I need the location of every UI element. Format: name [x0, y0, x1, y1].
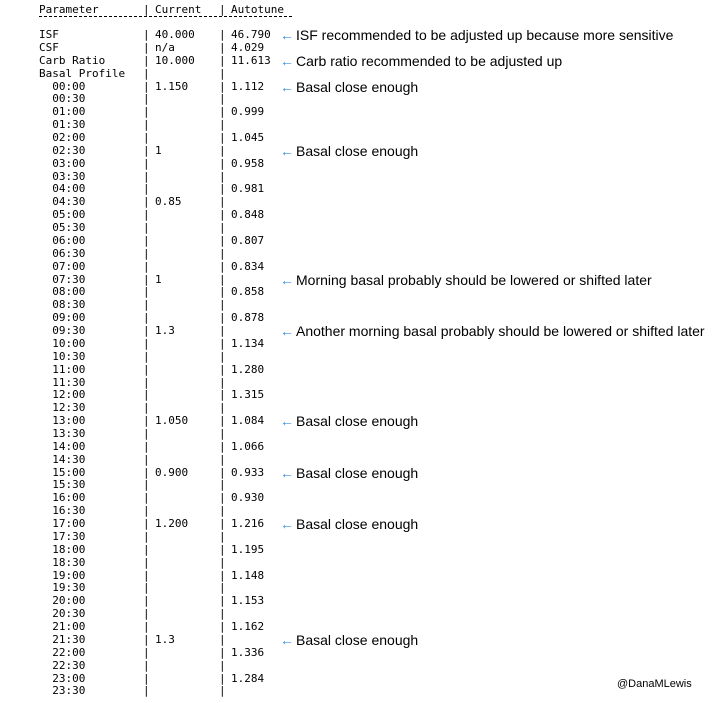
header-separator: |: [219, 3, 226, 16]
row-parameter: 21:00: [39, 620, 86, 633]
arrow-left-icon: ←: [280, 271, 294, 288]
header-parameter: Parameter: [39, 3, 99, 16]
row-autotune: 1.084: [231, 414, 265, 428]
row-parameter: 23:30: [39, 684, 86, 698]
row-autotune: 1.045: [231, 131, 265, 144]
row-separator: |: [219, 555, 226, 569]
row-separator: |: [143, 607, 150, 621]
row-separator: |: [143, 478, 150, 492]
arrow-left-icon: ←: [280, 413, 294, 430]
row-autotune: 46.790: [231, 28, 271, 41]
row-separator: |: [219, 272, 226, 286]
row-autotune: 0.878: [231, 311, 265, 325]
row-autotune: 0.848: [231, 208, 265, 222]
row-separator: |: [143, 272, 150, 286]
row-autotune: 1.066: [231, 439, 265, 453]
row-parameter: ISF: [39, 28, 59, 41]
row-parameter: 16:00: [39, 491, 86, 505]
row-parameter: 12:00: [39, 388, 86, 402]
row-autotune: 1.148: [231, 568, 265, 582]
row-separator: |: [143, 671, 150, 685]
annotation-note: [280, 323, 705, 339]
row-separator: |: [219, 336, 226, 350]
row-parameter: 01:00: [39, 105, 86, 119]
row-separator: |: [143, 105, 150, 119]
row-parameter: 13:00: [39, 414, 86, 428]
row-separator: |: [219, 414, 226, 428]
row-separator: |: [143, 388, 150, 402]
row-separator: |: [219, 581, 226, 595]
row-separator: |: [219, 427, 226, 440]
row-separator: |: [219, 143, 226, 157]
row-autotune: 1.134: [231, 336, 265, 350]
row-parameter: 01:30: [39, 118, 86, 132]
annotation-note: [280, 632, 418, 648]
row-separator: |: [219, 568, 226, 582]
annotation-note: [280, 79, 418, 95]
row-separator: |: [219, 131, 226, 144]
row-autotune: 0.933: [231, 465, 265, 479]
row-separator: |: [219, 246, 226, 260]
row-autotune: 0.930: [231, 491, 265, 505]
annotation-text: Basal close enough: [296, 464, 419, 481]
row-separator: |: [219, 362, 226, 376]
row-parameter: 05:00: [39, 208, 86, 222]
row-parameter: 12:30: [39, 401, 86, 415]
row-separator: |: [143, 452, 150, 466]
row-autotune: 11.613: [231, 53, 271, 67]
row-parameter: 09:00: [39, 311, 86, 325]
row-separator: |: [143, 182, 150, 196]
row-separator: |: [219, 195, 226, 209]
row-separator: |: [143, 632, 150, 646]
row-separator: |: [143, 439, 150, 453]
row-separator: |: [143, 658, 150, 672]
row-separator: |: [143, 66, 150, 80]
row-separator: |: [219, 324, 226, 337]
header-divider: [39, 16, 292, 17]
row-separator: |: [143, 414, 150, 428]
arrow-left-icon: ←: [280, 631, 294, 648]
row-separator: |: [219, 671, 226, 685]
row-separator: |: [143, 259, 150, 273]
row-parameter: 18:00: [39, 542, 86, 556]
row-autotune: 0.981: [231, 182, 265, 196]
row-parameter: 09:30: [39, 324, 86, 337]
header-current: Current: [155, 3, 202, 16]
row-separator: |: [143, 517, 150, 531]
arrow-left-icon: ←: [280, 27, 294, 43]
row-parameter: 07:00: [39, 259, 86, 273]
row-parameter: 03:00: [39, 156, 86, 170]
row-current: 40.000: [155, 28, 195, 41]
row-separator: |: [219, 311, 226, 325]
row-separator: |: [219, 53, 226, 67]
row-separator: |: [143, 555, 150, 569]
row-current: 0.85: [155, 195, 182, 209]
row-autotune: 1.162: [231, 620, 265, 633]
row-separator: |: [219, 156, 226, 170]
row-separator: |: [219, 491, 226, 505]
annotation-text: Basal close enough: [296, 516, 419, 533]
row-parameter: 04:30: [39, 195, 86, 209]
row-parameter: 06:30: [39, 246, 86, 260]
row-parameter: 21:30: [39, 632, 86, 646]
row-separator: |: [143, 195, 150, 209]
annotation-note: [280, 143, 418, 159]
row-parameter: 20:00: [39, 594, 86, 608]
row-separator: |: [143, 349, 150, 363]
row-parameter: 04:00: [39, 182, 86, 196]
row-separator: |: [143, 568, 150, 582]
annotation-text: Basal close enough: [296, 413, 419, 430]
row-autotune: 0.834: [231, 259, 265, 273]
row-separator: |: [143, 53, 150, 67]
row-separator: |: [143, 40, 150, 54]
row-parameter: 10:30: [39, 349, 86, 363]
row-separator: |: [143, 542, 150, 556]
annotation-text: Basal close enough: [296, 142, 419, 159]
row-separator: |: [143, 28, 150, 41]
row-separator: |: [219, 66, 226, 80]
row-parameter: Carb Ratio: [39, 53, 106, 67]
annotation-note: [280, 413, 418, 429]
row-separator: |: [219, 92, 226, 106]
row-parameter: 11:30: [39, 375, 86, 389]
row-parameter: 19:30: [39, 581, 86, 595]
row-separator: |: [143, 504, 150, 518]
row-autotune: 1.284: [231, 671, 265, 685]
row-separator: |: [143, 529, 150, 543]
row-separator: |: [143, 620, 150, 633]
annotation-note: [280, 53, 562, 69]
row-separator: |: [219, 607, 226, 621]
row-parameter: 15:30: [39, 478, 86, 492]
row-current: n/a: [155, 40, 175, 54]
annotation-text: Carb ratio recommended to be adjusted up: [296, 52, 563, 69]
row-parameter: 07:30: [39, 272, 86, 286]
annotation-note: [280, 465, 418, 481]
row-autotune: 1.216: [231, 517, 265, 531]
row-separator: |: [143, 336, 150, 350]
row-autotune: 0.958: [231, 156, 265, 170]
arrow-left-icon: ←: [280, 323, 294, 339]
row-current: 10.000: [155, 53, 195, 67]
row-current: 1.050: [155, 414, 189, 428]
author-credit: @DanaMLewis: [617, 678, 692, 690]
row-separator: |: [143, 143, 150, 157]
row-parameter: 14:00: [39, 439, 86, 453]
row-parameter: 22:30: [39, 658, 86, 672]
arrow-left-icon: ←: [280, 464, 294, 481]
row-separator: |: [219, 684, 226, 698]
row-separator: |: [219, 452, 226, 466]
row-separator: |: [143, 645, 150, 659]
row-parameter: 15:00: [39, 465, 86, 479]
row-parameter: 16:30: [39, 504, 86, 518]
row-autotune: 1.280: [231, 362, 265, 376]
row-separator: |: [219, 233, 226, 247]
row-autotune: 1.195: [231, 542, 265, 556]
annotation-note: [280, 272, 652, 288]
row-autotune: 0.807: [231, 233, 265, 247]
row-parameter: 19:00: [39, 568, 86, 582]
row-separator: |: [219, 208, 226, 222]
row-current: 0.900: [155, 465, 189, 479]
row-parameter: 00:30: [39, 92, 86, 106]
row-separator: |: [219, 28, 226, 41]
arrow-left-icon: ←: [280, 78, 294, 95]
row-separator: |: [219, 439, 226, 453]
row-parameter: 22:00: [39, 645, 86, 659]
row-current: 1: [155, 143, 162, 157]
row-current: 1: [155, 272, 162, 286]
row-separator: |: [219, 594, 226, 608]
annotation-text: ISF recommended to be adjusted up because more sensitive: [296, 27, 674, 43]
row-separator: |: [219, 105, 226, 119]
annotation-text: Basal close enough: [296, 78, 419, 95]
row-separator: |: [143, 465, 150, 479]
row-separator: |: [143, 118, 150, 132]
row-parameter: 05:30: [39, 221, 86, 234]
arrow-left-icon: ←: [280, 52, 294, 69]
row-separator: |: [219, 388, 226, 402]
row-separator: |: [143, 594, 150, 608]
row-separator: |: [219, 285, 226, 299]
arrow-left-icon: ←: [280, 516, 294, 533]
row-autotune: 1.336: [231, 645, 265, 659]
row-parameter: CSF: [39, 40, 59, 54]
row-parameter: 00:00: [39, 79, 86, 93]
row-separator: |: [143, 684, 150, 698]
arrow-left-icon: ←: [280, 142, 294, 159]
row-separator: |: [143, 362, 150, 376]
row-separator: |: [143, 285, 150, 299]
row-parameter: 08:00: [39, 285, 86, 299]
row-separator: |: [143, 221, 150, 234]
annotation-note: [280, 516, 418, 532]
header-separator: |: [143, 3, 150, 16]
row-separator: |: [143, 581, 150, 595]
row-parameter: 11:00: [39, 362, 86, 376]
row-parameter: 14:30: [39, 452, 86, 466]
row-parameter: 17:00: [39, 517, 86, 531]
row-autotune: 4.029: [231, 40, 265, 54]
row-separator: |: [219, 645, 226, 659]
row-separator: |: [219, 79, 226, 93]
row-separator: |: [219, 169, 226, 183]
row-separator: |: [219, 542, 226, 556]
row-autotune: 1.315: [231, 388, 265, 402]
annotation-text: Morning basal probably should be lowered or shifted later: [296, 271, 652, 288]
header-autotune: Autotune: [231, 3, 284, 16]
row-separator: |: [143, 401, 150, 415]
row-autotune: 1.112: [231, 79, 265, 93]
row-parameter: 18:30: [39, 555, 86, 569]
row-parameter: 06:00: [39, 233, 86, 247]
row-separator: |: [143, 246, 150, 260]
row-separator: |: [219, 478, 226, 492]
row-separator: |: [219, 40, 226, 54]
row-parameter: 23:00: [39, 671, 86, 685]
row-separator: |: [219, 259, 226, 273]
row-separator: |: [143, 208, 150, 222]
row-parameter: 10:00: [39, 336, 86, 350]
row-current: 1.3: [155, 324, 175, 337]
row-separator: |: [219, 401, 226, 415]
annotation-text: Another morning basal probably should be lowered or shifted later: [296, 323, 705, 339]
row-separator: |: [143, 156, 150, 170]
row-separator: |: [219, 298, 226, 312]
row-separator: |: [219, 465, 226, 479]
row-separator: |: [219, 349, 226, 363]
row-separator: |: [219, 221, 226, 234]
row-separator: |: [219, 375, 226, 389]
annotation-text: Basal close enough: [296, 631, 419, 648]
row-separator: |: [219, 118, 226, 132]
row-autotune: 1.153: [231, 594, 265, 608]
row-separator: |: [219, 620, 226, 633]
row-separator: |: [219, 529, 226, 543]
row-parameter: 02:00: [39, 131, 86, 144]
row-separator: |: [143, 298, 150, 312]
row-parameter: Basal Profile: [39, 66, 126, 80]
row-separator: |: [219, 658, 226, 672]
row-parameter: 08:30: [39, 298, 86, 312]
row-parameter: 20:30: [39, 607, 86, 621]
row-parameter: 13:30: [39, 427, 86, 440]
row-separator: |: [219, 504, 226, 518]
row-current: 1.3: [155, 632, 175, 646]
row-separator: |: [143, 233, 150, 247]
row-separator: |: [143, 491, 150, 505]
row-autotune: 0.999: [231, 105, 265, 119]
row-parameter: 02:30: [39, 143, 86, 157]
row-separator: |: [143, 375, 150, 389]
row-separator: |: [143, 92, 150, 106]
row-current: 1.150: [155, 79, 189, 93]
row-current: 1.200: [155, 517, 189, 531]
row-separator: |: [143, 169, 150, 183]
row-separator: |: [219, 182, 226, 196]
row-parameter: 03:30: [39, 169, 86, 183]
row-parameter: 17:30: [39, 529, 86, 543]
row-separator: |: [143, 131, 150, 144]
row-separator: |: [143, 324, 150, 337]
row-separator: |: [143, 79, 150, 93]
row-separator: |: [143, 427, 150, 440]
annotation-note: [280, 27, 673, 43]
row-autotune: 0.858: [231, 285, 265, 299]
row-separator: |: [219, 632, 226, 646]
row-separator: |: [143, 311, 150, 325]
row-separator: |: [219, 517, 226, 531]
